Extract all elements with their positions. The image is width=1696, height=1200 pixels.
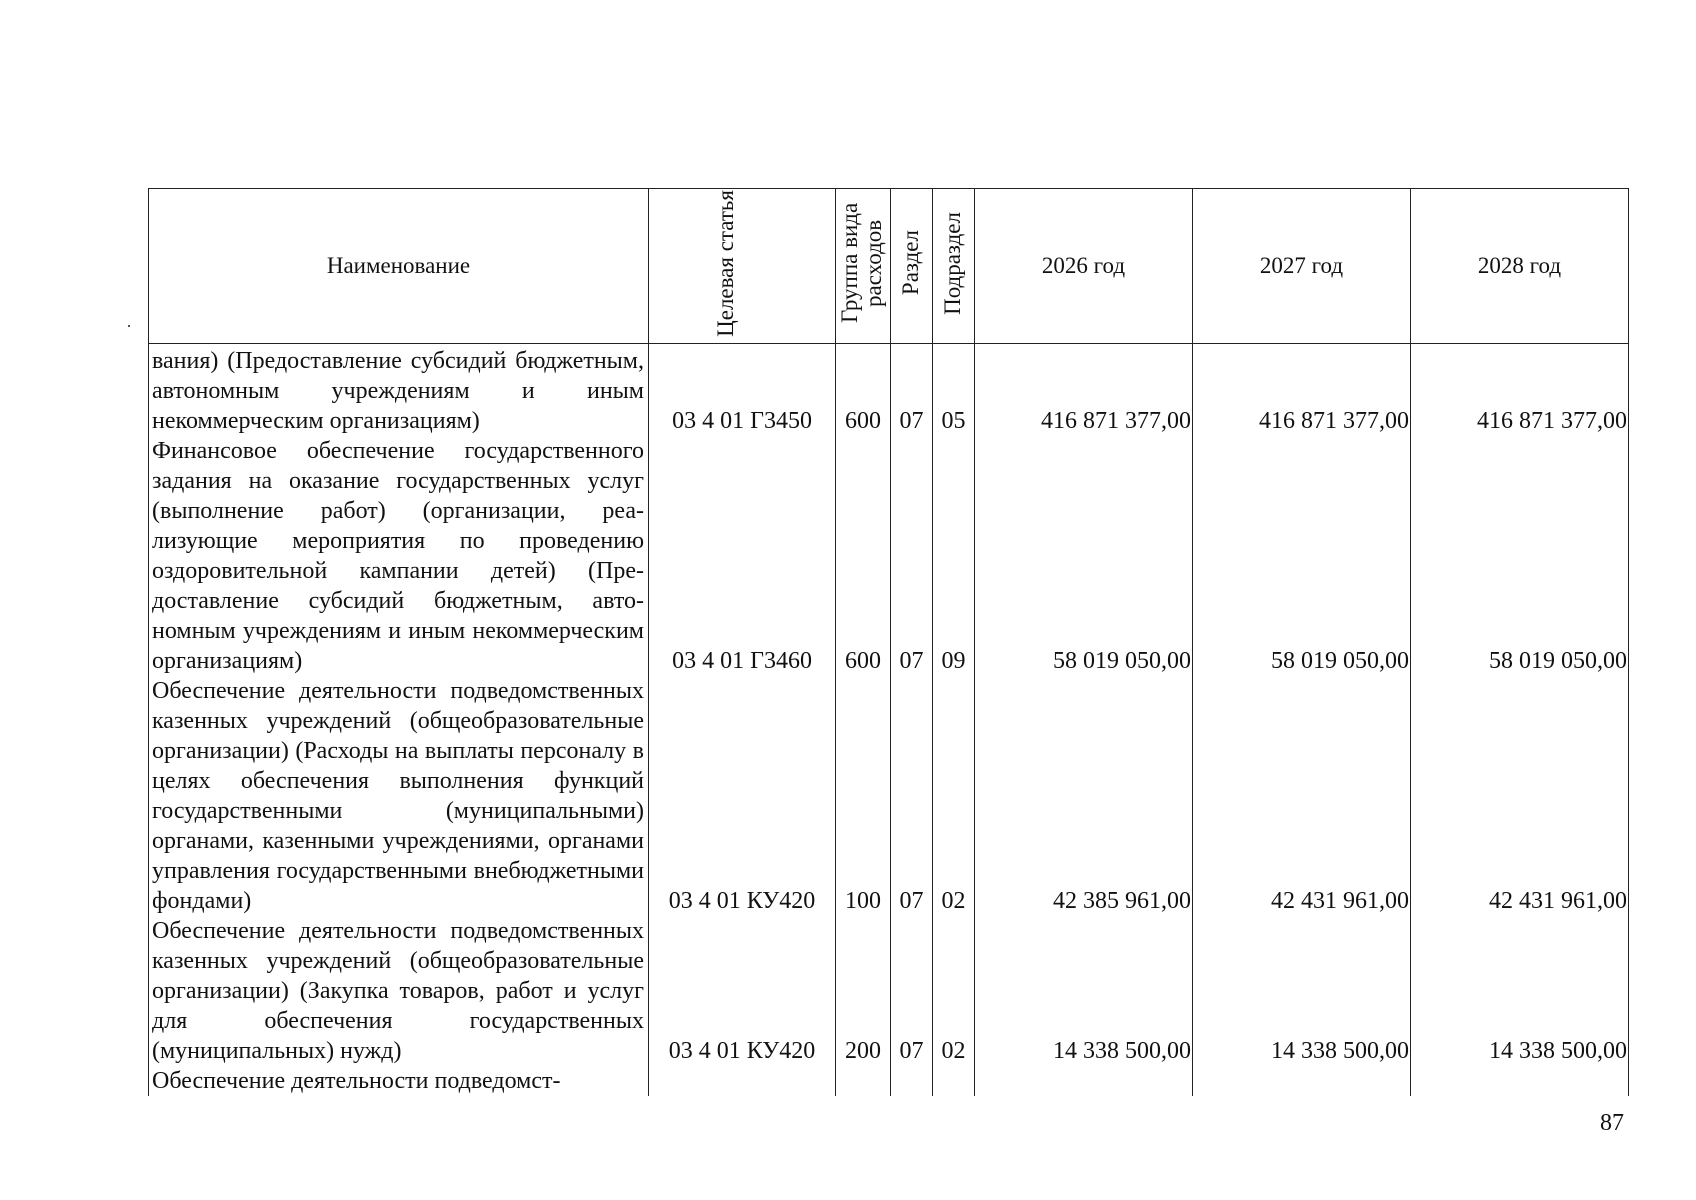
- row-section: 07: [891, 916, 933, 1066]
- table-row: [149, 344, 1629, 437]
- table-row: [149, 436, 1629, 676]
- row-2026: 416 871 377,00: [975, 344, 1193, 437]
- row-target-article: 03 4 01 Г3460: [649, 436, 836, 676]
- row-expense-group: 100: [836, 676, 891, 916]
- row-2026: 58 019 050,00: [975, 436, 1193, 676]
- header-2028: 2028 год: [1411, 189, 1629, 344]
- row-2028: 416 871 377,00: [1411, 344, 1629, 437]
- row-subsection: 02: [933, 916, 975, 1066]
- row-2027: 42 431 961,00: [1193, 676, 1411, 916]
- empty-cell: [933, 1066, 975, 1096]
- empty-cell: [836, 1066, 891, 1096]
- header-name: Наименование: [149, 189, 649, 344]
- row-expense-group: 200: [836, 916, 891, 1066]
- row-target-article: 03 4 01 КУ420: [649, 916, 836, 1066]
- row-name: вания) (Предоставление субсидий бюджетным, автономным учреждениям и иным некоммерческим организациям): [149, 344, 649, 437]
- row-subsection: 09: [933, 436, 975, 676]
- header-section: Раздел: [891, 189, 933, 344]
- row-section: 07: [891, 344, 933, 437]
- row-subsection: 02: [933, 676, 975, 916]
- table-row: [149, 916, 1629, 1066]
- header-2027: 2027 год: [1193, 189, 1411, 344]
- row-2027: 58 019 050,00: [1193, 436, 1411, 676]
- empty-cell: [975, 1066, 1193, 1096]
- row-section: 07: [891, 436, 933, 676]
- row-section: 07: [891, 676, 933, 916]
- row-name: Финансовое обеспечение государственного задания на оказание государственных услуг (выполнение работ) (организации, реализующие мероприятия по проведению оздоровительной кампании детей) (Предоставление субсидий бюджетным, автономным учреждениям и иным некоммерческим организациям): [149, 436, 649, 676]
- empty-cell: [891, 1066, 933, 1096]
- row-2028: 58 019 050,00: [1411, 436, 1629, 676]
- header-2026: 2026 год: [975, 189, 1193, 344]
- row-2027: 416 871 377,00: [1193, 344, 1411, 437]
- row-subsection: 05: [933, 344, 975, 437]
- empty-cell: [1411, 1066, 1629, 1096]
- row-expense-group: 600: [836, 344, 891, 437]
- table-row-continued: [149, 1066, 1629, 1096]
- budget-table: [148, 188, 1629, 1096]
- row-2028: 42 431 961,00: [1411, 676, 1629, 916]
- row-2028: 14 338 500,00: [1411, 916, 1629, 1066]
- row-2026: 14 338 500,00: [975, 916, 1193, 1066]
- row-target-article: 03 4 01 Г3450: [649, 344, 836, 437]
- row-2026: 42 385 961,00: [975, 676, 1193, 916]
- row-target-article: 03 4 01 КУ420: [649, 676, 836, 916]
- row-expense-group: 600: [836, 436, 891, 676]
- empty-cell: [1193, 1066, 1411, 1096]
- row-name: Обеспечение деятельности подведомственных казенных учреждений (общеобразовательные организации) (Закупка товаров, работ и услуг для обеспечения государственных (муниципальных) нужд): [149, 916, 649, 1066]
- header-target-article: Целевая статья: [649, 189, 836, 344]
- scan-speck: [128, 325, 130, 327]
- table-row: [149, 676, 1629, 916]
- header-row: [149, 189, 1629, 344]
- header-expense-group: Группа вида расходов: [836, 189, 891, 344]
- empty-cell: [649, 1066, 836, 1096]
- row-name-continued: Обеспечение деятельности подведомст-: [149, 1066, 649, 1096]
- header-subsection: Подраздел: [933, 189, 975, 344]
- row-2027: 14 338 500,00: [1193, 916, 1411, 1066]
- page-number: 87: [1600, 1110, 1624, 1136]
- budget-table-container: [148, 188, 1628, 1096]
- row-name: Обеспечение деятельности подведомственных казенных учреждений (общеобразовательные организации) (Расходы на выплаты персоналу в целях обеспечения выполнения функций государственными (муниципальными) органами, казенными учреждениями, органами управления государственными внебюджетными фондами): [149, 676, 649, 916]
